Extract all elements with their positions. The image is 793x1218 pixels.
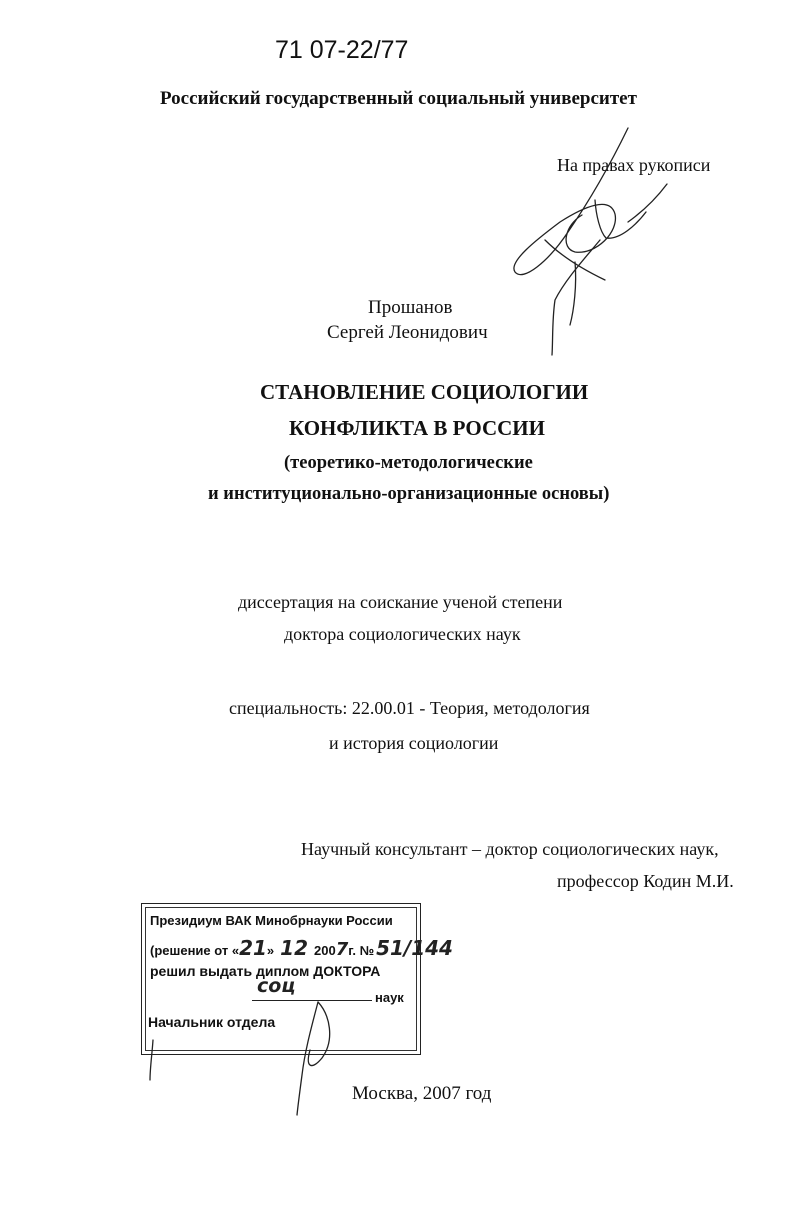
specialty-line-2: и история социологии xyxy=(329,733,499,753)
author-surname: Прошанов xyxy=(368,297,453,318)
registry-code: 71 07-22/77 xyxy=(275,36,409,64)
title-line-1: СТАНОВЛЕНИЕ СОЦИОЛОГИИ xyxy=(260,380,589,404)
stamp-line-presidium: Президиум ВАК Минобрнауки России xyxy=(150,913,393,928)
subtitle-line-2: и институционально-организационные основы) xyxy=(208,484,610,504)
stamp-line-decision: (решение от «21» 12 2007г. № 51/144 xyxy=(150,936,453,960)
stamp-hw-year: 7 xyxy=(335,939,349,960)
stamp-hw-number: 51/144 xyxy=(376,936,453,960)
subtitle-line-1: (теоретико-методологические xyxy=(284,453,533,473)
stamp-hw-field: соц xyxy=(257,975,296,997)
manuscript-note: На правах рукописи xyxy=(557,155,711,175)
title-line-2: КОНФЛИКТА В РОССИИ xyxy=(289,416,545,440)
stamp-line-sciences: наук xyxy=(375,990,404,1005)
specialty-line-1: специальность: 22.00.01 - Теория, методология xyxy=(229,698,590,718)
consultant-line-1: Научный консультант – доктор социологических наук, xyxy=(301,839,719,859)
degree-line-2: доктора социологических наук xyxy=(284,624,521,644)
author-given-names: Сергей Леонидович xyxy=(327,322,488,343)
degree-line-1: диссертация на соискание ученой степени xyxy=(238,592,563,612)
stamp-hw-month: 12 xyxy=(280,936,308,960)
university-name: Российский государственный социальный университет xyxy=(160,88,637,109)
stamp-hw-day: 21 xyxy=(239,936,267,960)
place-and-year: Москва, 2007 год xyxy=(352,1083,492,1104)
stamp-line-head-of-dept: Начальник отдела xyxy=(148,1014,276,1030)
consultant-line-2: профессор Кодин М.И. xyxy=(557,871,734,891)
stamp-line-issue-diploma: решил выдать диплом ДОКТОРА xyxy=(150,963,381,979)
